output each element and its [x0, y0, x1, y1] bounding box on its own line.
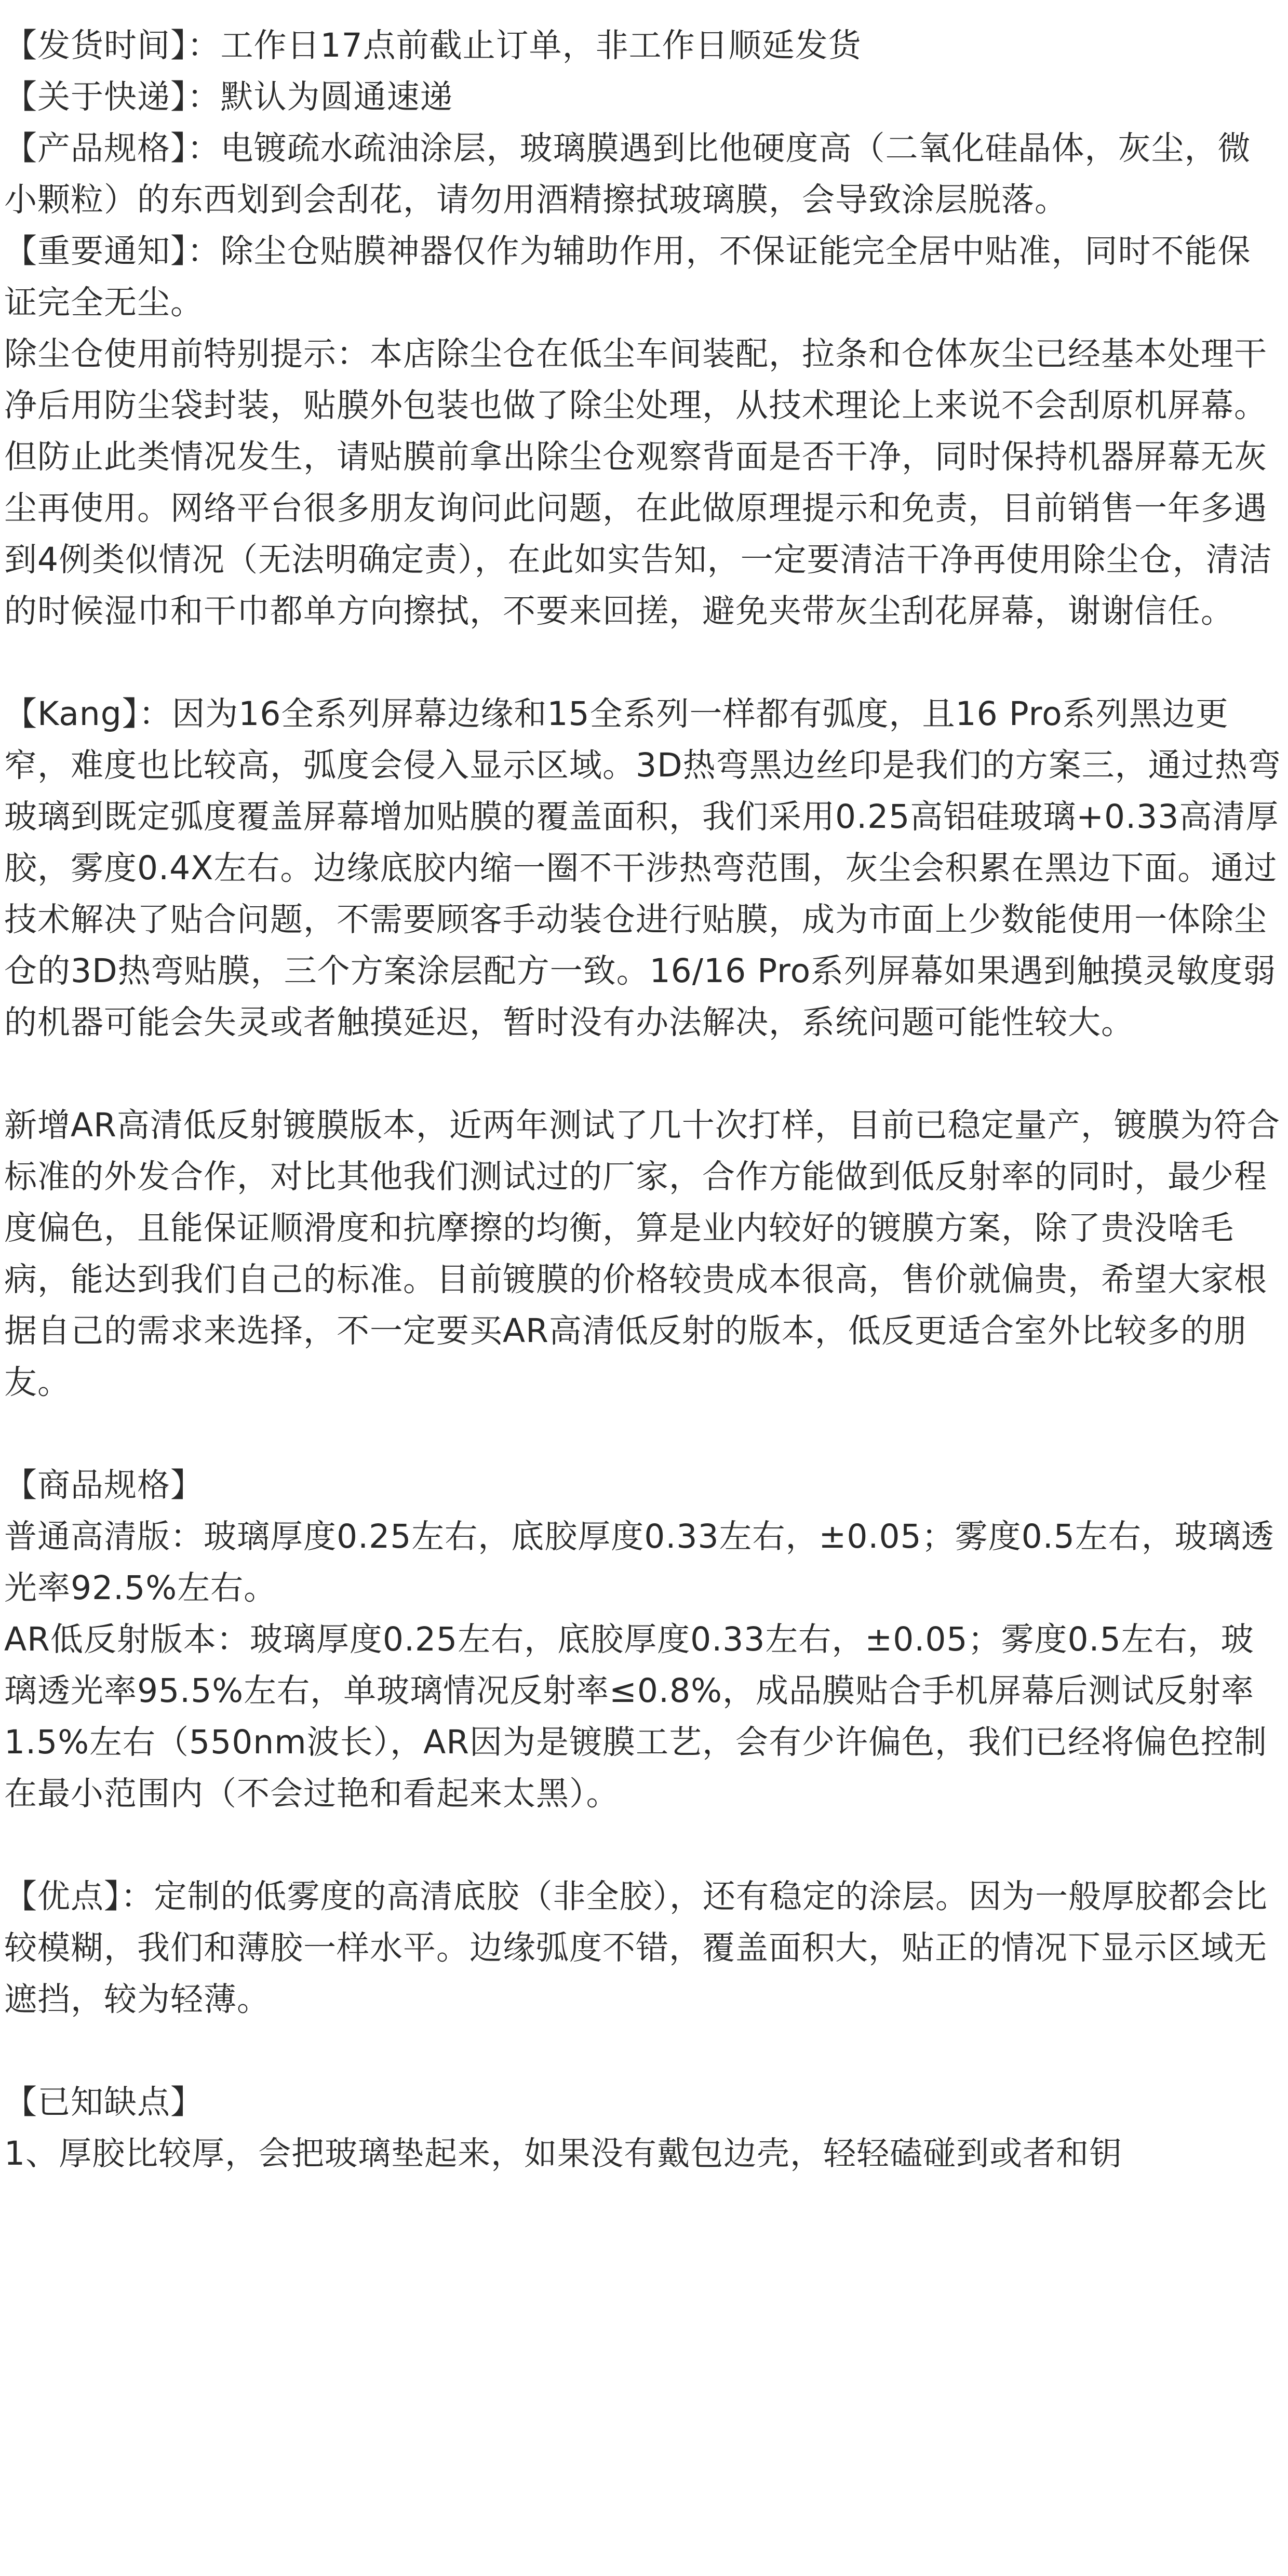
disclaimer-paragraph: 但防止此类情况发生，请贴膜前拿出除尘仓观察背面是否干净，同时保持机器屏幕无灰尘再使用。网络平台很多朋友询问此问题，在此做原理提示和免责，目前销售一年多遇到4例类似情况（无法明确定责），在此如实告知，一定要清洁干净再使用除尘仓，清洁的时候湿巾和干巾都单方向擦拭，不要来回搓，避免夹带灰尘刮花屏幕，谢谢信任。 [4, 438, 1272, 630]
product-spec-paragraph: 【产品规格】：电镀疏水疏油涂层，玻璃膜遇到比他硬度高（二氧化硅晶体，灰尘，微小颗粒）的东西划到会刮花，请勿用酒精擦拭玻璃膜，会导致涂层脱落。 [4, 129, 1251, 219]
ar-version-paragraph: 新增AR高清低反射镀膜版本，近两年测试了几十次打样，目前已稳定量产，镀膜为符合标准的外发合作，对比其他我们测试过的厂家，合作方能做到低反射率的同时，最少程度偏色，且能保证顺滑度和抗摩擦的均衡，算是业内较好的镀膜方案，除了贵没啥毛病，能达到我们自己的标准。目前镀膜的价格较贵成本很高，售价就偏贵，希望大家根据自己的需求来选择，不一定要买AR高清低反射的版本，低反更适合室外比较多的朋友。 [4, 1106, 1280, 1401]
kang-paragraph: 【Kang】：因为16全系列屏幕边缘和15全系列一样都有弧度，且16 Pro系列黑边更窄，难度也比较高，弧度会侵入显示区域。3D热弯黑边丝印是我们的方案三，通过热弯玻璃到既定弧度覆盖屏幕增加贴膜的覆盖面积，我们采用0.25高铝硅玻璃+0.33高清厚胶，雾度0.4X左右。边缘底胶内缩一圈不干涉热弯范围，灰尘会积累在黑边下面。通过技术解决了贴合问题，不需要顾客手动装仓进行贴膜，成为市面上少数能使用一体除尘仓的3D热弯贴膜，三个方案涂层配方一致。16/16 Pro系列屏幕如果遇到触摸灵敏度弱的机器可能会失灵或者触摸延迟，暂时没有办法解决，系统问题可能性较大。 [4, 695, 1281, 1041]
important-notice-paragraph: 【重要通知】：除尘仓贴膜神器仅作为辅助作用，不保证能完全居中贴准，同时不能保证完全无尘。 [4, 232, 1251, 321]
standard-hd-spec: 普通高清版：玻璃厚度0.25左右，底胶厚度0.33左右，±0.05；雾度0.5左右，玻璃透光率92.5%左右。 [4, 1518, 1274, 1607]
advantages-paragraph: 【优点】：定制的低雾度的高清底胶（非全胶），还有稳定的涂层。因为一般厚胶都会比较模糊，我们和薄胶一样水平。边缘弧度不错，覆盖面积大，贴正的情况下显示区域无遮挡，较为轻薄。 [4, 1877, 1268, 2018]
paragraph-gap [4, 1048, 1284, 1099]
courier-line: 【关于快递】：默认为圆通速递 [4, 78, 453, 116]
spec-heading: 【商品规格】 [4, 1466, 204, 1504]
paragraph-gap [4, 1819, 1284, 1871]
known-issue-1: 1、厚胶比较厚，会把玻璃垫起来，如果没有戴包边壳，轻轻磕碰到或者和钥 [4, 2135, 1123, 2172]
shipping-time-line: 【发货时间】：工作日17点前截止订单，非工作日顺延发货 [4, 26, 862, 64]
paragraph-gap [4, 1408, 1284, 1459]
known-issues-heading: 【已知缺点】 [4, 2083, 204, 2121]
ar-low-reflection-spec: AR低反射版本：玻璃厚度0.25左右，底胶厚度0.33左右，±0.05；雾度0.5左右，玻璃透光率95.5%左右，单玻璃情况反射率≤0.8%，成品膜贴合手机屏幕后测试反射率1.5%左右（550nm波长），AR因为是镀膜工艺，会有少许偏色，我们已经将偏色控制在最小范围内（不会过艳和看起来太黑）。 [4, 1620, 1267, 1813]
paragraph-gap [4, 2025, 1284, 2076]
dust-chamber-tip-paragraph: 除尘仓使用前特别提示：本店除尘仓在低尘车间装配，拉条和仓体灰尘已经基本处理干净后用防尘袋封装，贴膜外包装也做了除尘处理，从技术理论上来说不会刮原机屏幕。 [4, 335, 1267, 424]
paragraph-gap [4, 637, 1284, 688]
